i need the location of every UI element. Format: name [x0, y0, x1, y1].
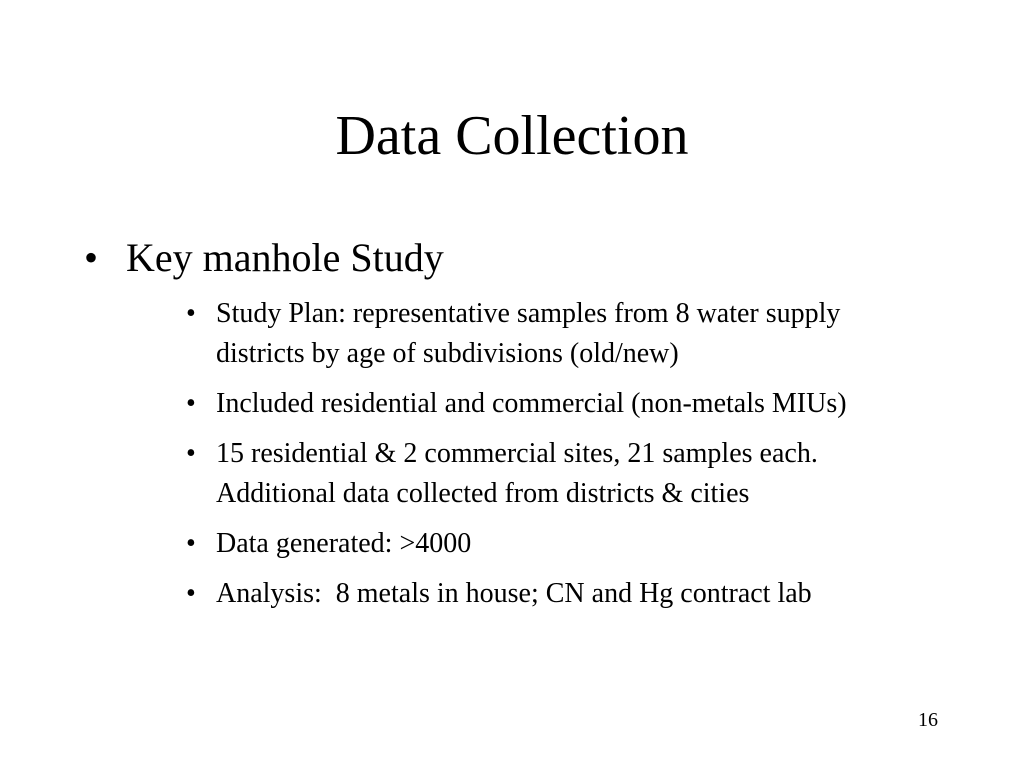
- bullet-icon: •: [186, 438, 196, 469]
- sub-bullet-item: [186, 384, 906, 424]
- bullet-icon: •: [84, 235, 99, 280]
- sub-bullet-text: Included residential and commercial (non-metals MIUs): [216, 388, 847, 419]
- bullet-icon: •: [186, 578, 196, 609]
- bullet-icon: •: [186, 528, 196, 559]
- main-bullet-item: [84, 232, 944, 284]
- bullet-icon: •: [186, 298, 196, 329]
- slide-number: 16: [918, 709, 938, 731]
- sub-bullet-item: [186, 294, 906, 374]
- sub-bullet-text: Study Plan: representative samples from 8 water supply districts by age of subdivisions (old/new): [216, 298, 848, 369]
- sub-bullet-text: Analysis: 8 metals in house; CN and Hg contract lab: [216, 578, 812, 609]
- bullet-icon: •: [186, 388, 196, 419]
- main-bullet-list: [84, 232, 944, 284]
- sub-bullet-list: [186, 294, 906, 624]
- slide-title: Data Collection: [335, 105, 689, 167]
- sub-bullet-item: [186, 524, 906, 564]
- sub-bullet-item: [186, 574, 906, 614]
- sub-bullet-text: Data generated: >4000: [216, 528, 472, 559]
- sub-bullet-text: 15 residential & 2 commercial sites, 21 samples each. Additional data collected from districts & cities: [216, 438, 831, 509]
- sub-bullet-item: [186, 434, 906, 514]
- main-bullet-text: Key manhole Study: [126, 235, 444, 280]
